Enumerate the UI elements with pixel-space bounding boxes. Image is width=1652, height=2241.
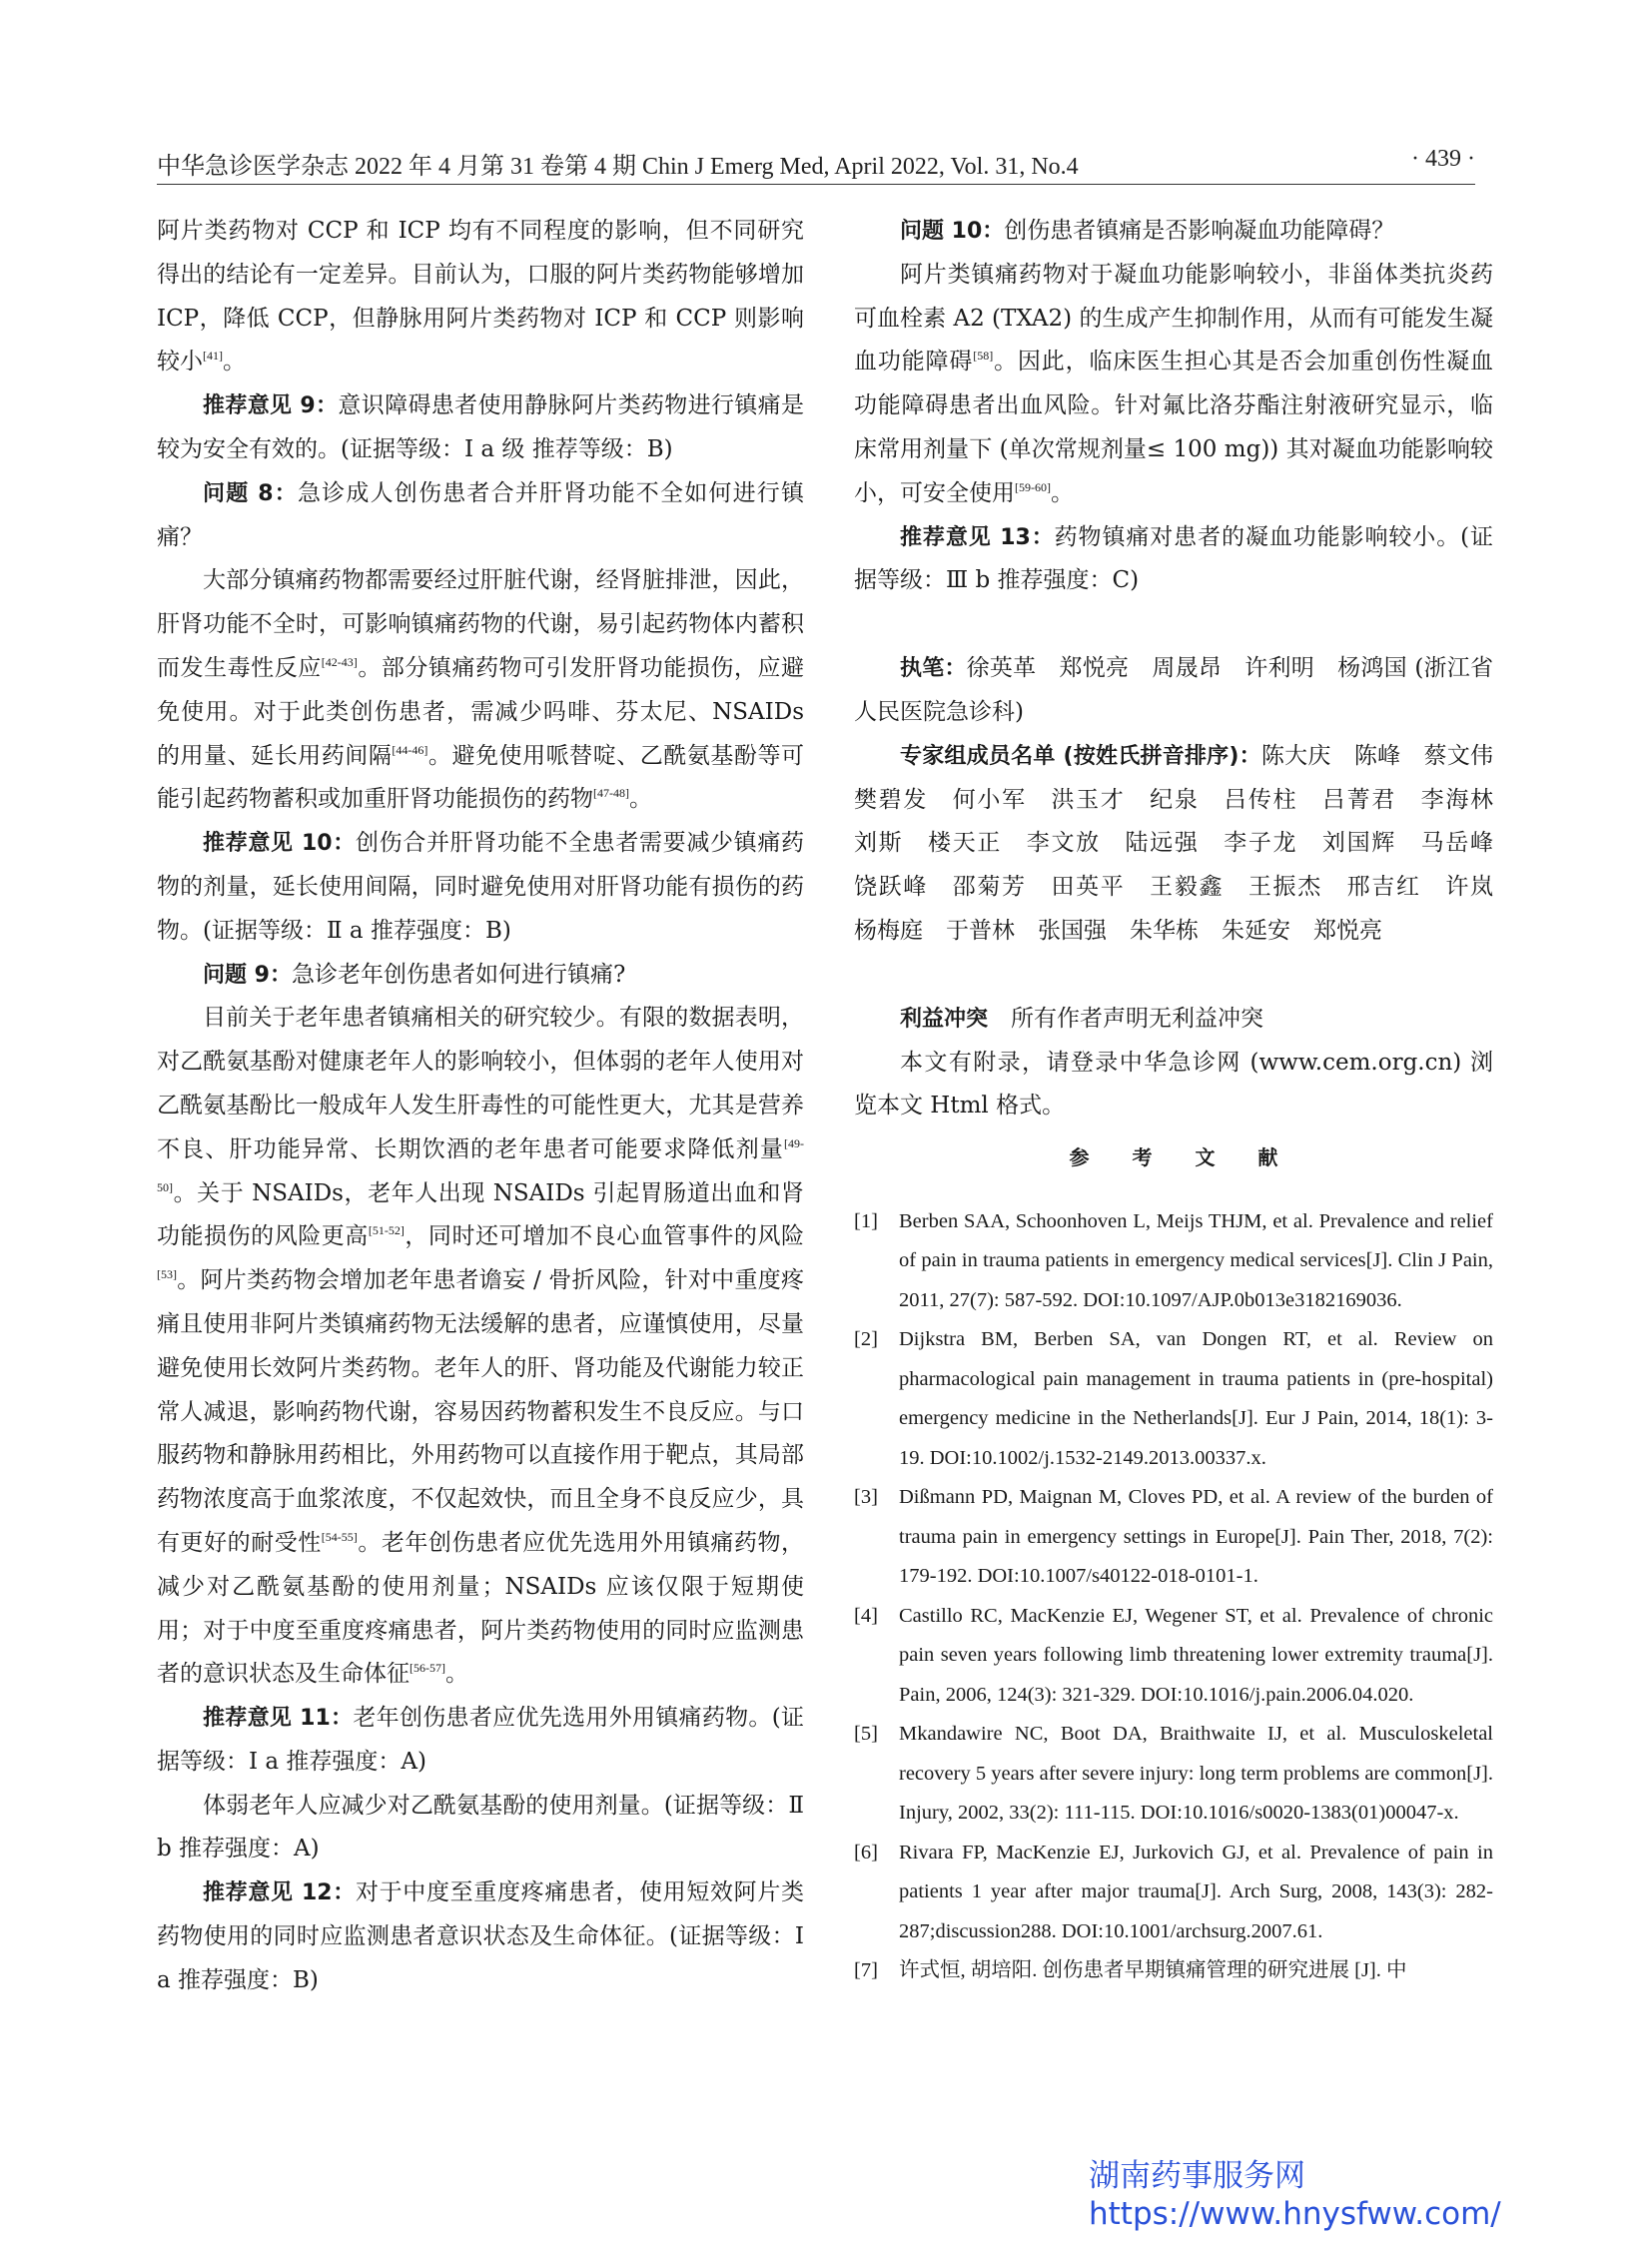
citation[interactable]: [54-55] bbox=[321, 1529, 358, 1544]
reference-number: [4] bbox=[854, 1604, 878, 1627]
recommendation-label: 推荐意见 11： bbox=[203, 1706, 354, 1732]
citation[interactable]: [49-50] bbox=[157, 1135, 804, 1194]
right-column bbox=[854, 210, 1516, 1991]
citation[interactable]: [59-60] bbox=[1015, 479, 1051, 494]
reference-text: Castillo RC, MacKenzie EJ, Wegener ST, et al. Prevalence of chronic pain seven years following limb threatening lower extremity trauma[J]. Pain, 2006, 124(3): 321-329. DOI:10.1016/j.pain.2006.04.020. bbox=[899, 1604, 1493, 1706]
reference-text: Rivara FP, MacKenzie EJ, Jurkovich GJ, et al. Prevalence of pain in patients 1 year after major trauma[J]. Arch Surg, 2008, 143(3): 282-287;discussion288. DOI:10.1001/archsurg.2007.61. bbox=[899, 1841, 1493, 1942]
watermark-site-name: 湖南药事服务网 bbox=[1089, 2158, 1305, 2194]
question-label: 问题 10： bbox=[900, 219, 1005, 244]
spacer bbox=[854, 603, 1493, 647]
page-number: · 439 · bbox=[1411, 146, 1475, 172]
citation[interactable]: [41] bbox=[203, 349, 223, 364]
reference-item bbox=[854, 1320, 1493, 1478]
reference-text: 许式恒, 胡培阳. 创伤患者早期镇痛管理的研究进展 [J]. 中 bbox=[899, 1959, 1407, 1982]
expert-panel-label: 专家组成员名单 (按姓氏拼音排序)： bbox=[900, 743, 1261, 769]
reference-item bbox=[854, 1597, 1493, 1716]
reference-item bbox=[854, 1951, 1493, 1991]
coi-label: 利益冲突 bbox=[900, 1006, 989, 1032]
reference-number: [5] bbox=[854, 1723, 878, 1746]
citation[interactable]: [44-46] bbox=[392, 742, 428, 757]
citation[interactable]: [53] bbox=[157, 1267, 177, 1282]
question-9: 问题 9：急诊老年创伤患者如何进行镇痛? bbox=[203, 961, 626, 988]
citation[interactable]: [51-52] bbox=[368, 1223, 405, 1238]
site-watermark bbox=[1089, 2157, 1501, 2233]
reference-list bbox=[854, 1202, 1493, 1991]
reference-number: [2] bbox=[854, 1328, 878, 1351]
appendix-note: 本文有附录，请登录中华急诊网 (www.cem.org.cn) 浏览本文 Html 格式。 bbox=[854, 1049, 1493, 1120]
reference-number: [7] bbox=[854, 1959, 878, 1982]
reference-text: Mkandawire NC, Boot DA, Braithwaite IJ, et al. Musculoskeletal recovery 5 years after severe injury: long term problems are common[J]. Injury, 2002, 33(2): 111-115. DOI:10.1016/s0020-1383(01)00047-x. bbox=[899, 1723, 1493, 1825]
authors: 执笔：徐英革 郑悦亮 周晟昂 许利明 杨鸿国 (浙江省人民医院急诊科) bbox=[854, 655, 1493, 725]
reference-number: [6] bbox=[854, 1841, 878, 1864]
citation[interactable]: [56-57] bbox=[410, 1661, 445, 1676]
expert-panel: 专家组成员名单 (按姓氏拼音排序)：陈大庆 陈峰 蔡文伟 樊碧发 何小军 洪玉才 纪泉 吕传柱 吕菁君 李海林 刘斯 楼天正 李文放 陆远强 李子龙 刘国辉 马岳峰 饶跃峰 邵菊芳 田英平 王毅鑫 王振杰 邢吉红 许岚 杨梅庭 于普林 张国强 朱华栋 朱延安 郑悦亮 bbox=[854, 742, 1516, 944]
spacer bbox=[854, 954, 1493, 998]
paragraph-frail-elderly: 体弱老年人应减少对乙酰氨基酚的使用剂量。(证据等级：Ⅱ b 推荐强度：A) bbox=[157, 1792, 804, 1863]
authors-label: 执笔： bbox=[900, 656, 967, 682]
question-label: 问题 9： bbox=[203, 962, 292, 988]
running-header bbox=[157, 146, 1475, 182]
reference-text: Dijkstra BM, Berben SA, van Dongen RT, et al. Review on pharmacological pain management in trauma patients in (pre-hospital) emergency medicine in the Netherlands[J]. Eur J Pain, 2014, 18(1): 3-19. DOI:10.1002/j.1532-2149.2013.00337.x. bbox=[899, 1328, 1493, 1469]
citation[interactable]: [42-43] bbox=[321, 654, 358, 669]
question-label: 问题 8： bbox=[203, 480, 298, 506]
reference-item bbox=[854, 1715, 1493, 1834]
question-10: 问题 10：创伤患者镇痛是否影响凝血功能障碍？ bbox=[900, 218, 1395, 244]
paragraph-coagulation: 阿片类镇痛药物对于凝血功能影响较小，非甾体类抗炎药可血栓素 A2 (TXA2) 的生成产生抑制作用，从而有可能发生凝血功能障碍[58]。因此，临床医生担心其是否会加重创伤性凝血功能障碍患者出血风险。针对氟比洛芬酯注射液研究显示，临床常用剂量下 (单次常规剂量≤ 100 mg)) 其对凝血功能影响较小，可安全使用[59-60]。 bbox=[854, 261, 1494, 506]
reference-number: [3] bbox=[854, 1486, 878, 1509]
reference-item bbox=[854, 1202, 1493, 1321]
journal-running-title: 中华急诊医学杂志 2022 年 4 月第 31 卷第 4 期 Chin J Emerg Med, April 2022, Vol. 31, No.4 bbox=[157, 154, 1079, 180]
recommendation-label: 推荐意见 12： bbox=[203, 1880, 356, 1906]
recommendation-label: 推荐意见 9： bbox=[203, 393, 339, 419]
references-heading: 参 考 文 献 bbox=[1069, 1145, 1296, 1170]
recommendation-13: 推荐意见 13：药物镇痛对患者的凝血功能影响较小。(证据等级：Ⅲ b 推荐强度：C) bbox=[854, 523, 1493, 594]
reference-number: [1] bbox=[854, 1209, 878, 1232]
recommendation-11: 推荐意见 11：老年创伤患者应优先选用外用镇痛药物。(证据等级：Ⅰ a 推荐强度：A) bbox=[157, 1705, 804, 1775]
recommendation-12: 推荐意见 12：对于中度至重度疼痛患者，使用短效阿片类药物使用的同时应监测患者意识状态及生命体征。(证据等级：Ⅰ a 推荐强度：B) bbox=[157, 1879, 805, 1993]
citation[interactable]: [47-48] bbox=[593, 786, 629, 801]
reference-text: Dißmann PD, Maignan M, Cloves PD, et al. A review of the burden of trauma pain in emergency settings in Europe[J]. Pain Ther, 2018, 7(2): 179-192. DOI:10.1007/s40122-018-0101-1. bbox=[899, 1486, 1493, 1588]
paragraph-elderly: 目前关于老年患者镇痛相关的研究较少。有限的数据表明，对乙酰氨基酚对健康老年人的影响较小，但体弱的老年人使用对乙酰氨基酚比一般成年人发生肝毒性的可能性更大，尤其是营养不良、肝功能异常、长期饮酒的老年患者可能要求降低剂量[49-50]。关于 NSAIDs，老年人出现 NSAIDs 引起胃肠道出血和肾功能损伤的风险更高[51-52]，同时还可增加不良心血管事件的风险[53]。阿片类药物会增加老年患者谵妄 / 骨折风险，针对中重度疼痛且使用非阿片类镇痛药物无法缓解的患者，应谨慎使用，尽量避免使用长效阿片类药物。老年人的肝、肾功能及代谢能力较正常人减退，影响药物代谢，容易因药物蓄积发生不良反应。与口服药物和静脉用药相比，外用药物可以直接作用于靶点，其局部药物浓度高于血浆浓度，不仅起效快，而且全身不良反应少，具有更好的耐受性[54-55]。老年创伤患者应优先选用外用镇痛药物，减少对乙酰氨基酚的使用剂量；NSAIDs 应该仅限于短期使用；对于中度至重度疼痛患者，阿片类药物使用的同时应监测患者的意识状态及生命体征[56-57]。 bbox=[157, 1005, 805, 1688]
conflict-of-interest: 利益冲突 所有作者声明无利益冲突 bbox=[900, 1005, 1264, 1032]
question-8: 问题 8：急诊成人创伤患者合并肝肾功能不全如何进行镇痛？ bbox=[157, 479, 805, 550]
header-rule bbox=[157, 184, 1475, 185]
reference-text: Berben SAA, Schoonhoven L, Meijs THJM, et al. Prevalence and relief of pain in trauma patients in emergency medical services[J]. Clin J Pain, 2011, 27(7): 587-592. DOI:10.1097/AJP.0b013e3182169036. bbox=[899, 1209, 1493, 1311]
recommendation-10: 推荐意见 10：创伤合并肝肾功能不全患者需要减少镇痛药物的剂量，延长使用间隔，同时避免使用对肝肾功能有损伤的药物。(证据等级：Ⅱ a 推荐强度：B) bbox=[157, 830, 805, 944]
reference-item bbox=[854, 1834, 1493, 1952]
left-column bbox=[157, 210, 804, 2003]
recommendation-label: 推荐意见 10： bbox=[203, 831, 356, 857]
citation[interactable]: [58] bbox=[973, 349, 994, 364]
paragraph-icp: 阿片类药物对 CCP 和 ICP 均有不同程度的影响，但不同研究得出的结论有一定差异。目前认为，口服的阿片类药物能够增加 ICP，降低 CCP，但静脉用阿片类药物对 ICP 和 CCP 则影响较小[41]。 bbox=[157, 218, 804, 375]
watermark-url[interactable]: https://www.hnysfww.com/ bbox=[1089, 2196, 1501, 2232]
recommendation-label: 推荐意见 13： bbox=[900, 524, 1055, 550]
recommendation-9: 推荐意见 9：意识障碍患者使用静脉阿片类药物进行镇痛是较为安全有效的。(证据等级：Ⅰ a 级 推荐等级：B) bbox=[157, 392, 805, 462]
paragraph-liver-kidney: 大部分镇痛药物都需要经过肝脏代谢，经肾脏排泄，因此，肝肾功能不全时，可影响镇痛药物的代谢，易引起药物体内蓄积而发生毒性反应[42-43]。部分镇痛药物可引发肝肾功能损伤，应避免使用。对于此类创伤患者，需减少吗啡、芬太尼、NSAIDs 的用量、延长用药间隔[44-46]。避免使用哌替啶、乙酰氨基酚等可能引起药物蓄积或加重肝肾功能损伤的药物[47-48]。 bbox=[157, 567, 805, 813]
reference-item bbox=[854, 1478, 1493, 1597]
